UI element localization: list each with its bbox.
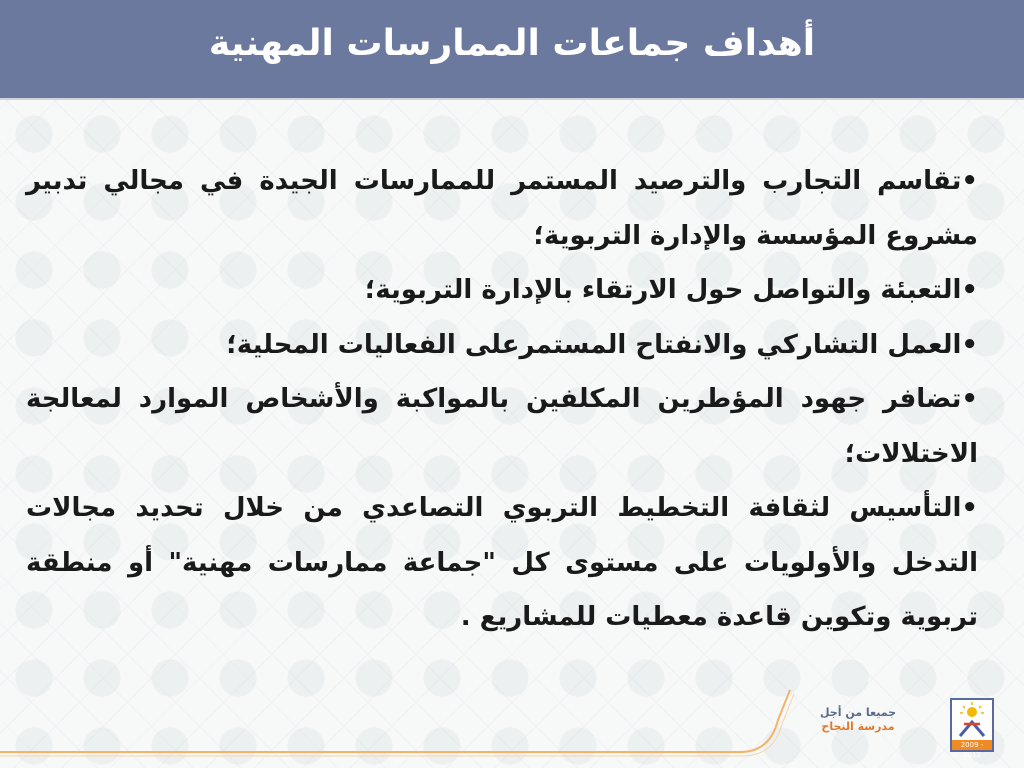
bullet-text: التأسيس لثقافة التخطيط التربوي التصاعدي من خلال تحديد مجالات التدخل والأولويات على مستوى كل "جماعة ممارسات مهنية" أو منطقة تربوية وتكوين قاعدة معطيات للمشاريع . — [26, 493, 978, 632]
bullet-text: تقاسم التجارب والترصيد المستمر للممارسات الجيدة في مجالي تدبير مشروع المؤسسة والإدارة التربوية؛ — [26, 166, 978, 251]
logo-years: 2009 - 2012 — [952, 740, 992, 750]
logo-emblem — [950, 698, 994, 759]
bullet-icon: • — [961, 384, 978, 414]
sun-figure-icon — [952, 700, 992, 740]
footer-logo — [804, 698, 994, 759]
bullet-text: العمل التشاركي والانفتاح المستمرعلى الفعاليات المحلية؛ — [226, 329, 962, 360]
bullet-text: تضافر جهود المؤطرين المكلفين بالمواكبة والأشخاص الموارد لمعالجة الاختلالات؛ — [26, 384, 978, 469]
bullet-icon: • — [961, 166, 978, 196]
slide-title: أهداف جماعات الممارسات المهنية — [208, 23, 816, 64]
bullet-icon: • — [961, 493, 978, 523]
bullet-icon: • — [961, 275, 978, 305]
bullet-text: التعبئة والتواصل حول الارتقاء بالإدارة التربوية؛ — [364, 275, 962, 305]
bullet-icon: • — [961, 329, 978, 360]
logo-line-1: جميعا من أجل — [819, 706, 897, 719]
logo-line-2: مدرسة النجاح — [821, 720, 895, 733]
logo-slogan — [804, 706, 912, 734]
